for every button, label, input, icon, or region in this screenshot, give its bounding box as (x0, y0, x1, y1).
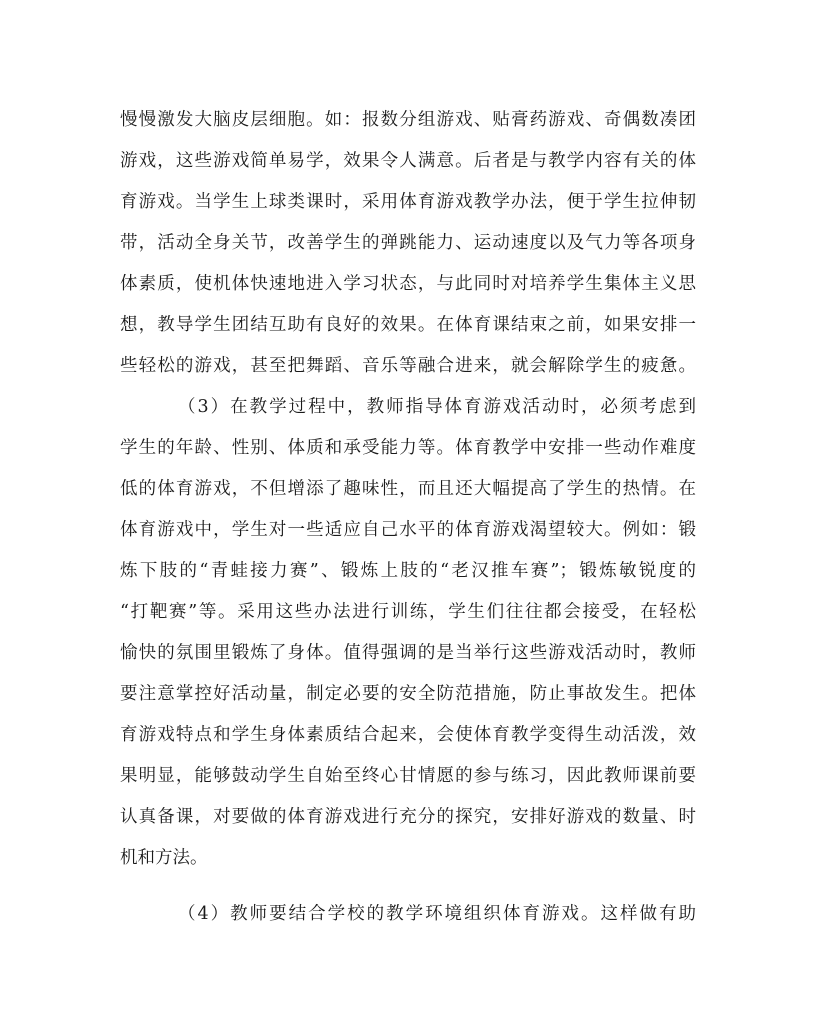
paragraph-4-start: （4）教师要结合学校的教学环境组织体育游戏。这样做有助 (178, 904, 696, 924)
text-line: 愉快的氛围里锻炼了身体。值得强调的是当举行这些游戏活动时，教师 (120, 643, 696, 663)
text-line: 低的体育游戏，不但增添了趣味性，而且还大幅提高了学生的热情。在 (120, 479, 696, 499)
text-line: 些轻松的游戏，甚至把舞蹈、音乐等融合进来，就会解除学生的疲惫。 (120, 356, 696, 376)
text-line: 体素质，使机体快速地进入学习状态，与此同时对培养学生集体主义思 (120, 274, 696, 294)
text-line: 慢慢激发大脑皮层细胞。如：报数分组游戏、贴膏药游戏、奇偶数凑团 (120, 110, 696, 130)
text-line: 想，教导学生团结互助有良好的效果。在体育课结束之前，如果安排一 (120, 315, 696, 335)
text-line: 育游戏。当学生上球类课时，采用体育游戏教学办法，便于学生拉伸韧 (120, 192, 696, 212)
text-line: 学生的年龄、性别、体质和承受能力等。体育教学中安排一些动作难度 (120, 438, 696, 458)
paragraph-3-start: （3）在教学过程中，教师指导体育游戏活动时，必须考虑到 (178, 397, 696, 417)
text-line: 体育游戏中，学生对一些适应自己水平的体育游戏渴望较大。例如：锻 (120, 520, 696, 540)
text-line: 炼下肢的“青蛙接力赛”、锻炼上肢的“老汉推车赛”；锻炼敏锐度的 (120, 561, 696, 581)
text-line: 果明显，能够鼓动学生自始至终心甘情愿的参与练习，因此教师课前要 (120, 766, 696, 786)
text-line: 育游戏特点和学生身体素质结合起来，会使体育教学变得生动活泼，效 (120, 725, 696, 745)
text-line: 认真备课，对要做的体育游戏进行充分的探究，安排好游戏的数量、时 (120, 807, 696, 827)
text-line: 要注意掌控好活动量，制定必要的安全防范措施，防止事故发生。把体 (120, 684, 696, 704)
text-line: 游戏，这些游戏简单易学，效果令人满意。后者是与教学内容有关的体 (120, 151, 696, 171)
text-line: “打靶赛”等。采用这些办法进行训练，学生们往往都会接受，在轻松 (120, 602, 696, 622)
text-line: 带，活动全身关节，改善学生的弹跳能力、运动速度以及气力等各项身 (120, 233, 696, 253)
text-line-last: 机和方法。 (120, 848, 208, 868)
